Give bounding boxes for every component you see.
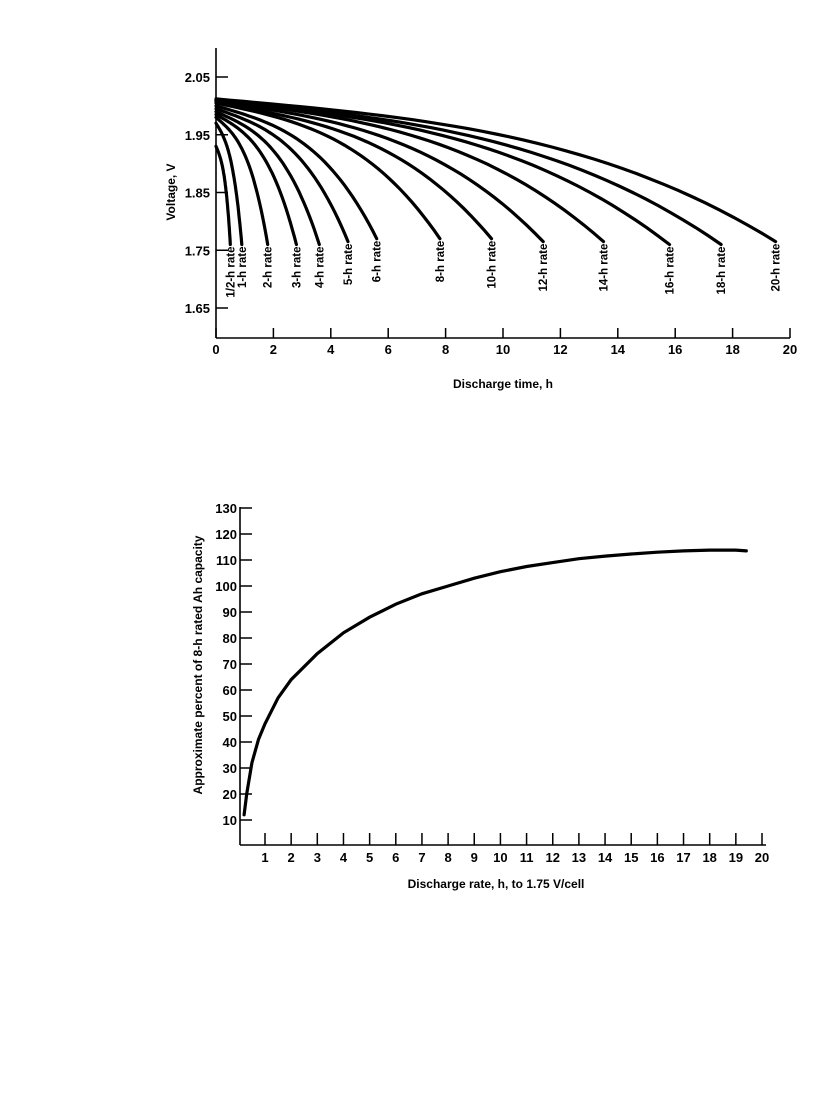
chart1-series-label: 20-h rate [770,243,783,292]
chart2-x-ticks [261,833,769,865]
chart2-curves [244,550,746,815]
chart2-x-tick-label: 19 [728,850,744,865]
chart1-x-tick-label: 8 [441,342,450,357]
chart1-x-tick-label: 0 [212,342,220,357]
chart1-series-line [216,146,230,244]
chart1-series-label: 6-h rate [371,240,384,283]
chart1-x-tick-label: 4 [327,342,335,357]
chart1-series-line [216,103,492,239]
chart2-y-tick-label: 90 [222,605,237,620]
chart2-x-tick-label: 15 [623,850,639,865]
chart2-y-tick-label: 110 [216,553,237,568]
chart2-y-tick-label: 70 [222,657,237,672]
chart1-series-line [216,100,670,244]
chart2-x-tick-label: 14 [597,850,613,865]
chart1-x-tick-label: 12 [553,342,568,357]
chart1-y-tick-label: 2.05 [184,70,210,85]
chart1-x-tick-label: 6 [384,342,392,357]
chart1-y-tick-label: 1.65 [184,301,210,316]
chart2-y-tick-label: 80 [222,631,237,646]
chart1-series-label: 16-h rate [664,246,677,295]
chart2-x-tick-label: 10 [493,850,508,865]
chart2-x-tick-label: 3 [313,850,321,865]
chart2-x-tick-label: 5 [366,850,374,865]
chart1-x-tick-label: 2 [269,342,278,357]
chart1-series-label: 10-h rate [486,240,499,289]
chart1-series-label: 18-h rate [716,246,729,295]
chart1-x-tick-label: 18 [725,342,740,357]
chart1-rate-labels [225,241,782,298]
chart2-x-tick-label: 6 [392,850,400,865]
chart1-x-tick-label: 20 [782,342,798,357]
chart1-series-label: 14-h rate [598,243,611,292]
chart1-x-axis-title: Discharge time, h [452,377,554,391]
capacity-rate-chart [191,501,769,891]
chart1-x-ticks [212,328,797,357]
chart2-series-line [244,550,746,815]
chart2-y-tick-label: 40 [222,735,237,750]
chart1-series-label: 8-h rate [434,240,447,283]
chart1-series-label: 2-h rate [262,246,275,289]
chart1-y-tick-label: 1.85 [184,185,210,201]
chart2-y-tick-label: 120 [215,527,237,542]
chart2-y-tick-label: 60 [222,683,237,698]
chart1-axes [216,48,790,338]
chart2-y-tick-label: 20 [222,787,237,802]
chart1-series-label: 5-h rate [343,243,355,286]
chart2-axes [240,507,766,845]
chart2-x-tick-label: 20 [754,850,770,865]
voltage-discharge-chart [164,48,797,391]
chart1-series-label: 4-h rate [314,246,327,289]
chart1-y-axis-title: Voltage, V [164,163,178,221]
chart2-y-tick-label: 100 [215,579,237,594]
chart2-x-tick-label: 11 [519,850,534,865]
chart2-x-tick-label: 1 [261,850,269,865]
chart1-x-tick-label: 10 [495,342,511,357]
chart2-x-tick-label: 2 [287,850,295,865]
chart2-x-tick-label: 4 [339,850,348,865]
chart2-y-tick-label: 10 [222,813,237,828]
chart2-x-tick-label: 12 [545,850,560,865]
chart2-x-tick-label: 8 [444,850,452,865]
chart1-x-tick-label: 14 [610,342,626,357]
chart2-y-tick-label: 30 [222,761,237,776]
chart1-y-tick-label: 1.75 [184,243,210,259]
chart1-x-tick-label: 16 [667,342,683,357]
chart1-y-tick-label: 1.95 [184,127,210,143]
chart2-x-tick-label: 7 [418,850,426,865]
chart1-series-label: 1/2-h rate [225,246,238,298]
chart2-x-tick-label: 18 [702,850,717,865]
chart2-y-tick-label: 130 [215,501,237,516]
chart1-series-label: 3-h rate [291,246,304,289]
chart1-series-label: 12-h rate [538,243,551,292]
chart2-y-tick-label: 50 [222,709,237,724]
chart2-x-tick-label: 13 [571,850,587,865]
chart2-x-tick-label: 16 [650,850,665,865]
chart2-y-axis-title: Approximate percent of 8-h rated Ah capacity [191,535,205,795]
chart1-curves [216,99,776,245]
chart1-series-label: 1-h rate [236,246,249,289]
chart2-x-axis-title: Discharge rate, h, to 1.75 V/cell [407,877,585,891]
chart2-y-ticks [215,501,252,828]
chart2-x-tick-label: 9 [470,850,478,865]
chart2-x-tick-label: 17 [676,850,691,865]
